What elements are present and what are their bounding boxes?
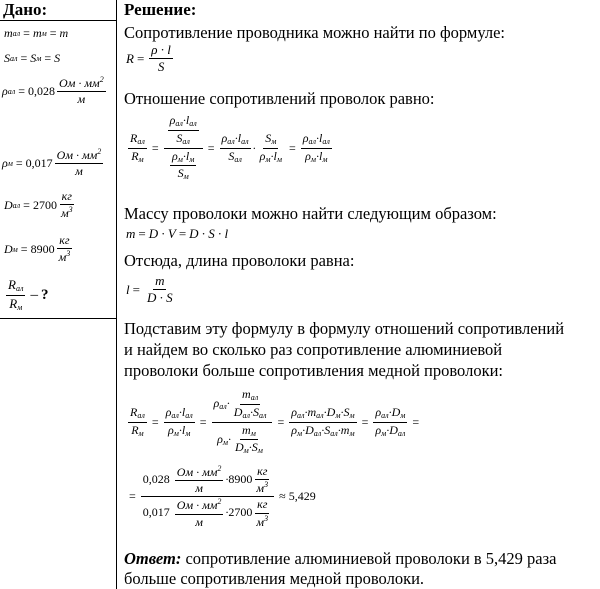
d-al-value: 2700: [32, 197, 57, 212]
calc-unit-den-2: м: [195, 514, 203, 529]
density-unit-den: м: [58, 250, 67, 265]
resistivity-unit-den: м: [77, 92, 86, 107]
find-question: ?: [40, 286, 49, 303]
rho-m-value: 0,017: [25, 155, 53, 170]
answer-text-1: сопротивление алюминиевой проволоки в 5,429 раза: [181, 549, 557, 568]
calc-unit-num: Ом · мм: [176, 465, 218, 479]
find-ratio: $\frac{R_{ал}}{R_м}$ – ?: [8, 277, 49, 312]
calc-density-num-2: кг: [255, 498, 269, 513]
text-line-1: Сопротивление проводника можно найти по формуле:: [124, 23, 505, 42]
calc-unit-den: м: [195, 481, 203, 496]
column-separator: [116, 0, 117, 589]
text-line-7: проволоки больше сопротивления медной проволоки:: [124, 361, 504, 380]
formula-mass: m = D · V = D · S · l: [126, 226, 229, 241]
given-rho-m: ρ м = 0,017 $\frac{Ом \cdot мм^2}{м}$: [2, 147, 102, 179]
given-underline: [0, 20, 116, 21]
calc-d-al: 2700: [228, 505, 253, 520]
calc-density-den-2: м: [256, 514, 265, 529]
rho-al-value: 0,028: [28, 83, 56, 98]
resistivity-unit-num: Ом · мм: [59, 76, 100, 90]
given-rho-al: ρ ал = 0,028 $\frac{Ом \cdot мм^2}{м}$: [2, 75, 104, 107]
answer-line-1: [124, 548, 556, 569]
text-line-4: Отсюда, длина проволоки равна:: [124, 251, 355, 270]
density-unit-den: м: [60, 206, 69, 221]
resistivity-unit-num: Ом · мм: [56, 148, 98, 162]
text-line-5: Подставим эту формулу в формулу отношений сопротивлений: [124, 319, 565, 338]
given-d-al: D ал = 2700 $\frac{кг}{м^3}$: [4, 189, 73, 221]
given-d-m: D м = 8900 $\frac{кг}{м^3}$: [4, 233, 71, 265]
formula-resistance: R = $\frac{\rho \cdot l}{S}$: [126, 42, 171, 75]
given-title: Дано:: [3, 0, 48, 19]
formula-ratio: $\frac{R_{ал}}{R_м}$ = $\frac{\frac{\rho_{ал}\cdot l_{ал}}{S_{ал}}}{\frac{\rho_м\cdot l_м}{S_м}}$ = $\frac{\rho_{ал}\cdot l_{ал}}{S_{ал}}$ · $\frac{S_м}{\rho_м\cdot l_м}$ = $\frac{\rho_{ал}\cdot l_{ал}}{\rho_м\cdot l_м}$: [130, 113, 330, 182]
given-mass-equal: m ал = m м = m: [4, 26, 69, 40]
d-m-value: 8900: [30, 241, 55, 256]
text-line-6: и найдем во сколько раз сопротивление алюминиевой: [124, 340, 503, 359]
answer-line-2: больше сопротивления медной проволоки.: [124, 569, 425, 588]
answer-label: Ответ:: [124, 549, 182, 568]
text-line-3: Массу проволоки можно найти следующим образом:: [124, 204, 497, 223]
calc-rho-m: 0,017: [142, 505, 170, 520]
resistivity-unit-den: м: [75, 164, 83, 179]
calc-rho-al: 0,028: [142, 471, 170, 486]
calc-density-den: м: [256, 481, 265, 496]
text-line-2: Отношение сопротивлений проволок равно:: [124, 89, 435, 108]
calc-unit-num-2: Ом · мм: [176, 498, 218, 513]
formula-calculation: = 0,028 $\frac{Ом \cdot мм^2}{м}$ ·8900 $\frac{кг}{м^3}$ 0,017 $\frac{Ом \cdot мм^2}{м}$ ·2700 $\frac{кг}{м^3}$ ≈ 5,429: [129, 464, 316, 529]
solution-title: Решение:: [124, 0, 197, 19]
formula-substitution: $\frac{R_{ал}}{R_м}$ = $\frac{\rho_{ал}\cdot l_{ал}}{\rho_м\cdot l_м}$ = $\rho_{ал}\cdot$ $\frac{m_{ал}}{D_{ал}\cdot S_{ал}}$ $\rho_м\cdot$ $\frac{m_м}{D_м\cdot S_м}$ = $\frac{\rho_{ал}\cdot m_{ал}\cdot D_м\cdot S_м}{\rho_м\cdot D_{ал}\cdot S_{ал}\cdot m_м}$ = $\frac{\rho_{ал}\cdot D_м}{\rho_м\cdot D_{ал}}$ =: [130, 387, 420, 456]
density-unit-num: кг: [60, 190, 74, 205]
given-area-equal: S ал = S м = S: [4, 51, 61, 65]
formula-length: l = $\frac{m}{D \cdot S}$: [126, 273, 173, 306]
calc-density-num: кг: [255, 465, 269, 480]
calc-d-m: 8900: [228, 471, 253, 486]
result-value: 5,429: [288, 489, 316, 504]
density-unit-num: кг: [57, 234, 71, 249]
find-underline: [0, 318, 116, 319]
